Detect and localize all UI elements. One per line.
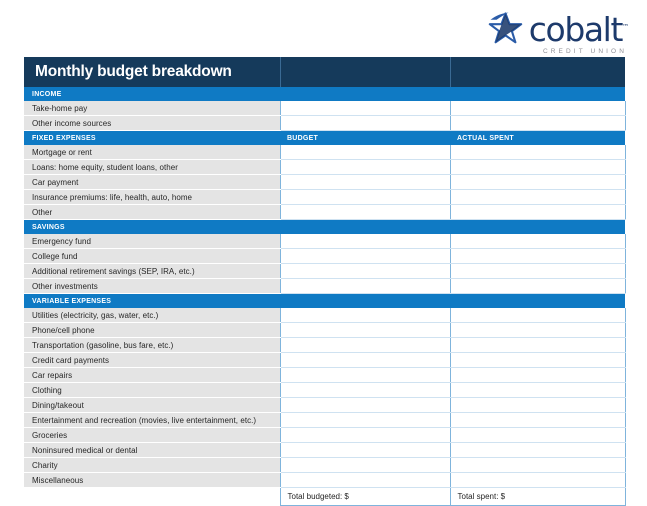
totals-spacer-cell bbox=[24, 488, 280, 506]
row-label-cell bbox=[24, 443, 280, 458]
row-label-cell bbox=[24, 249, 280, 264]
row-label: Insurance premiums: life, health, auto, home bbox=[32, 192, 193, 202]
table-row bbox=[24, 443, 625, 458]
total-spent-label: Total spent: $ bbox=[457, 492, 506, 501]
row-label-cell bbox=[24, 190, 280, 205]
table-row bbox=[24, 116, 625, 131]
section-header-label bbox=[24, 131, 280, 146]
row-label: Other investments bbox=[32, 281, 98, 291]
row-label: Emergency fund bbox=[32, 236, 91, 246]
actual-spent-input-cell[interactable] bbox=[450, 234, 625, 249]
row-label: Groceries bbox=[32, 430, 68, 440]
row-label-cell bbox=[24, 428, 280, 443]
budget-input-cell[interactable] bbox=[280, 383, 450, 398]
table-row bbox=[24, 279, 625, 294]
logo-wordmark bbox=[528, 10, 629, 49]
section-title: SAVINGS bbox=[32, 223, 65, 231]
column-header-budget bbox=[280, 294, 450, 309]
column-header-budget bbox=[280, 131, 450, 146]
table-row bbox=[24, 264, 625, 279]
section-header-label bbox=[24, 294, 280, 309]
section-title: VARIABLE EXPENSES bbox=[32, 297, 112, 305]
budget-table bbox=[24, 57, 626, 506]
table-row bbox=[24, 338, 625, 353]
column-header-actual bbox=[450, 87, 625, 101]
actual-spent-input-cell[interactable] bbox=[450, 338, 625, 353]
column-header-budget bbox=[280, 87, 450, 101]
column-header-actual bbox=[450, 220, 625, 235]
section-header-row bbox=[24, 87, 625, 101]
section-header-row bbox=[24, 131, 625, 146]
row-label: Entertainment and recreation (movies, live entertainment, etc.) bbox=[32, 415, 257, 425]
table-row bbox=[24, 234, 625, 249]
table-title-row bbox=[24, 57, 625, 87]
budget-input-cell[interactable] bbox=[280, 116, 450, 131]
budget-input-cell[interactable] bbox=[280, 279, 450, 294]
row-label-cell bbox=[24, 145, 280, 160]
actual-spent-input-cell[interactable] bbox=[450, 443, 625, 458]
row-label: Utilities (electricity, gas, water, etc.) bbox=[32, 310, 159, 320]
budget-input-cell[interactable] bbox=[280, 205, 450, 220]
row-label: Other income sources bbox=[32, 118, 112, 128]
actual-spent-input-cell[interactable] bbox=[450, 175, 625, 190]
row-label: Loans: home equity, student loans, other bbox=[32, 162, 178, 172]
row-label-cell bbox=[24, 205, 280, 220]
row-label: Clothing bbox=[32, 385, 62, 395]
row-label-cell bbox=[24, 338, 280, 353]
table-row bbox=[24, 205, 625, 220]
table-row bbox=[24, 323, 625, 338]
table-row bbox=[24, 175, 625, 190]
row-label-cell bbox=[24, 101, 280, 116]
section-header-label bbox=[24, 220, 280, 235]
table-row bbox=[24, 160, 625, 175]
table-row bbox=[24, 428, 625, 443]
row-label: Car payment bbox=[32, 177, 79, 187]
actual-spent-input-cell[interactable] bbox=[450, 160, 625, 175]
column-header-actual-label: ACTUAL SPENT bbox=[457, 134, 514, 142]
actual-spent-input-cell[interactable] bbox=[450, 428, 625, 443]
title-spacer-actual bbox=[450, 57, 625, 87]
budget-input-cell[interactable] bbox=[280, 428, 450, 443]
row-label-cell bbox=[24, 368, 280, 383]
column-header-actual bbox=[450, 131, 625, 146]
row-label-cell bbox=[24, 116, 280, 131]
budget-input-cell[interactable] bbox=[280, 353, 450, 368]
row-label: Miscellaneous bbox=[32, 475, 84, 485]
section-header-row bbox=[24, 220, 625, 235]
column-header-budget-label: BUDGET bbox=[287, 134, 319, 142]
table-row bbox=[24, 145, 625, 160]
actual-spent-input-cell[interactable] bbox=[450, 458, 625, 473]
actual-spent-input-cell[interactable] bbox=[450, 205, 625, 220]
actual-spent-input-cell[interactable] bbox=[450, 308, 625, 323]
actual-spent-input-cell[interactable] bbox=[450, 279, 625, 294]
row-label: Car repairs bbox=[32, 370, 73, 380]
budget-input-cell[interactable] bbox=[280, 175, 450, 190]
table-row bbox=[24, 458, 625, 473]
row-label-cell bbox=[24, 458, 280, 473]
table-row bbox=[24, 368, 625, 383]
actual-spent-input-cell[interactable] bbox=[450, 264, 625, 279]
row-label: Mortgage or rent bbox=[32, 147, 92, 157]
total-budgeted-cell[interactable] bbox=[280, 488, 450, 506]
table-row bbox=[24, 308, 625, 323]
row-label: Additional retirement savings (SEP, IRA, etc.) bbox=[32, 266, 195, 276]
row-label-cell bbox=[24, 353, 280, 368]
star-icon bbox=[484, 10, 528, 52]
totals-row bbox=[24, 488, 625, 506]
actual-spent-input-cell[interactable] bbox=[450, 249, 625, 264]
table-row bbox=[24, 190, 625, 205]
section-title: FIXED EXPENSES bbox=[32, 134, 96, 142]
budget-input-cell[interactable] bbox=[280, 398, 450, 413]
row-label-cell bbox=[24, 234, 280, 249]
budget-input-cell[interactable] bbox=[280, 323, 450, 338]
row-label-cell bbox=[24, 413, 280, 428]
row-label: College fund bbox=[32, 251, 78, 261]
table-row bbox=[24, 249, 625, 264]
row-label-cell bbox=[24, 160, 280, 175]
row-label: Other bbox=[32, 207, 53, 217]
actual-spent-input-cell[interactable] bbox=[450, 323, 625, 338]
actual-spent-input-cell[interactable] bbox=[450, 145, 625, 160]
actual-spent-input-cell[interactable] bbox=[450, 383, 625, 398]
row-label: Credit card payments bbox=[32, 355, 110, 365]
row-label-cell bbox=[24, 175, 280, 190]
budget-input-cell[interactable] bbox=[280, 338, 450, 353]
actual-spent-input-cell[interactable] bbox=[450, 398, 625, 413]
budget-input-cell[interactable] bbox=[280, 473, 450, 488]
table-row bbox=[24, 101, 625, 116]
actual-spent-input-cell[interactable] bbox=[450, 190, 625, 205]
row-label-cell bbox=[24, 308, 280, 323]
row-label-cell bbox=[24, 473, 280, 488]
budget-input-cell[interactable] bbox=[280, 413, 450, 428]
total-spent-cell[interactable] bbox=[450, 488, 625, 506]
budget-input-cell[interactable] bbox=[280, 160, 450, 175]
actual-spent-input-cell[interactable] bbox=[450, 353, 625, 368]
table-body bbox=[24, 57, 625, 506]
table-row bbox=[24, 383, 625, 398]
actual-spent-input-cell[interactable] bbox=[450, 101, 625, 116]
row-label-cell bbox=[24, 398, 280, 413]
budget-input-cell[interactable] bbox=[280, 145, 450, 160]
budget-input-cell[interactable] bbox=[280, 264, 450, 279]
actual-spent-input-cell[interactable] bbox=[450, 368, 625, 383]
row-label-cell bbox=[24, 323, 280, 338]
budget-input-cell[interactable] bbox=[280, 458, 450, 473]
budget-input-cell[interactable] bbox=[280, 234, 450, 249]
row-label-cell bbox=[24, 383, 280, 398]
row-label: Charity bbox=[32, 460, 58, 470]
page-title: Monthly budget breakdown bbox=[35, 63, 232, 80]
total-budgeted-label: Total budgeted: $ bbox=[287, 492, 349, 501]
budget-input-cell[interactable] bbox=[280, 249, 450, 264]
table-row bbox=[24, 398, 625, 413]
budget-input-cell[interactable] bbox=[280, 190, 450, 205]
actual-spent-input-cell[interactable] bbox=[450, 116, 625, 131]
row-label: Take-home pay bbox=[32, 103, 88, 113]
budget-input-cell[interactable] bbox=[280, 443, 450, 458]
logo-wordmark-text: cobalt bbox=[528, 10, 622, 49]
logo-trademark: ™ bbox=[622, 23, 629, 31]
row-label: Noninsured medical or dental bbox=[32, 445, 138, 455]
section-header-label bbox=[24, 87, 280, 101]
row-label-cell bbox=[24, 264, 280, 279]
column-header-actual bbox=[450, 294, 625, 309]
row-label-cell bbox=[24, 279, 280, 294]
budget-input-cell[interactable] bbox=[280, 101, 450, 116]
actual-spent-input-cell[interactable] bbox=[450, 413, 625, 428]
logo-tagline: CREDIT UNION bbox=[542, 48, 627, 55]
title-spacer-budget bbox=[280, 57, 450, 87]
page-title-cell bbox=[24, 57, 280, 87]
cobalt-credit-union-logo bbox=[484, 10, 629, 56]
section-header-row bbox=[24, 294, 625, 309]
budget-input-cell[interactable] bbox=[280, 308, 450, 323]
table-row bbox=[24, 353, 625, 368]
table-row bbox=[24, 413, 625, 428]
row-label: Phone/cell phone bbox=[32, 325, 95, 335]
row-label: Transportation (gasoline, bus fare, etc.) bbox=[32, 340, 174, 350]
budget-input-cell[interactable] bbox=[280, 368, 450, 383]
column-header-budget bbox=[280, 220, 450, 235]
row-label: Dining/takeout bbox=[32, 400, 84, 410]
table-row bbox=[24, 473, 625, 488]
section-title: INCOME bbox=[32, 90, 62, 98]
actual-spent-input-cell[interactable] bbox=[450, 473, 625, 488]
